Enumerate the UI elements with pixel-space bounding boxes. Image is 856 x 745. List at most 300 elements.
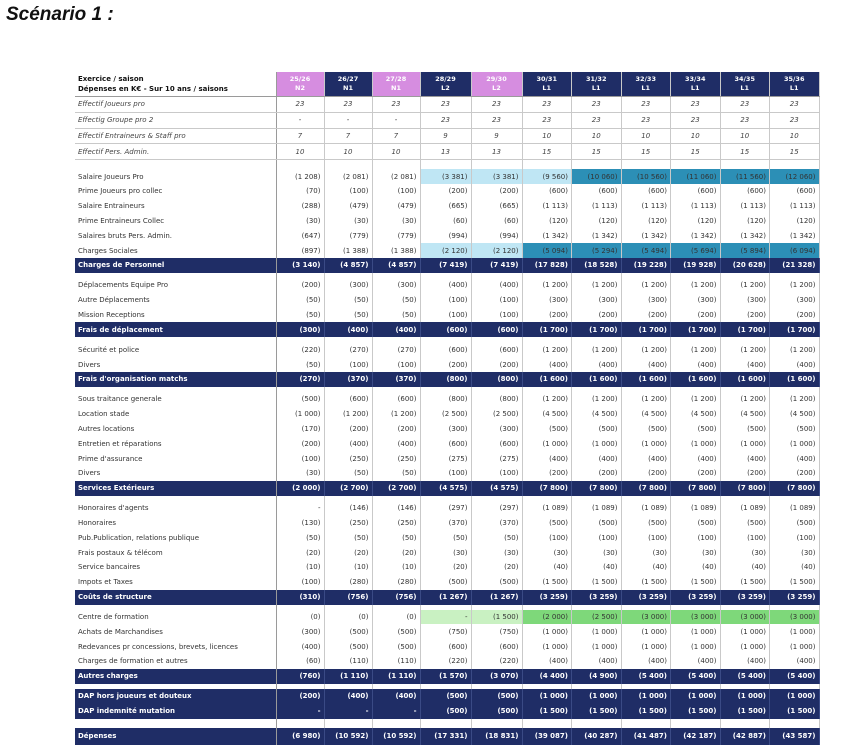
- value-cell: (200): [420, 184, 471, 199]
- value-cell: (1 000): [572, 624, 622, 639]
- value-cell: 23: [276, 97, 324, 113]
- value-cell: (30): [770, 545, 820, 560]
- value-cell: (70): [276, 184, 324, 199]
- value-cell: (300): [720, 293, 770, 308]
- value-cell: (300): [276, 624, 324, 639]
- headcount-row: [75, 97, 819, 113]
- value-cell: (1 000): [720, 624, 770, 639]
- expense-row: [75, 228, 819, 243]
- expense-row: [75, 342, 819, 357]
- value-cell: (1 600): [621, 372, 671, 387]
- value-cell: (1 000): [572, 639, 622, 654]
- value-cell: (665): [420, 199, 471, 214]
- value-cell: (5 400): [770, 669, 820, 684]
- value-cell: (750): [471, 624, 522, 639]
- expense-row: [75, 639, 819, 654]
- value-cell: (100): [372, 357, 420, 372]
- total-label: Coûts de structure: [75, 590, 276, 605]
- season-label: 31/32: [586, 75, 607, 83]
- league-level: N2: [295, 84, 305, 92]
- value-cell: (50): [372, 293, 420, 308]
- row-label: Sous traitance generale: [75, 392, 276, 407]
- value-cell: (170): [276, 422, 324, 437]
- value-cell: 23: [572, 112, 622, 128]
- value-cell: -: [420, 610, 471, 625]
- value-cell: (500): [324, 624, 372, 639]
- value-cell: (1 089): [671, 501, 721, 516]
- value-cell: (41 487): [621, 728, 671, 745]
- value-cell: (200): [522, 308, 572, 323]
- value-cell: (756): [324, 590, 372, 605]
- value-cell: (1 700): [770, 322, 820, 337]
- row-label: Divers: [75, 357, 276, 372]
- value-cell: 23: [720, 97, 770, 113]
- value-cell: (20): [372, 545, 420, 560]
- value-cell: (1 089): [572, 501, 622, 516]
- value-cell: (600): [372, 392, 420, 407]
- value-cell: (400): [471, 278, 522, 293]
- row-label: Salaires bruts Pers. Admin.: [75, 228, 276, 243]
- value-cell: (3 259): [720, 590, 770, 605]
- expense-row: [75, 308, 819, 323]
- value-cell: (1 342): [572, 228, 622, 243]
- value-cell: (370): [420, 516, 471, 531]
- value-cell: (1 342): [522, 228, 572, 243]
- value-cell: (1 110): [372, 669, 420, 684]
- expenses-table: [75, 72, 820, 745]
- value-cell: (270): [372, 342, 420, 357]
- value-cell: (600): [471, 639, 522, 654]
- value-cell: 7: [324, 128, 372, 144]
- value-cell: (10 560): [621, 169, 671, 184]
- value-cell: (40): [572, 560, 622, 575]
- total-label: Services Extérieurs: [75, 481, 276, 496]
- row-label: Salaire Entraineurs: [75, 199, 276, 214]
- value-cell: (100): [471, 293, 522, 308]
- value-cell: (280): [324, 575, 372, 590]
- spacer-cell: [720, 719, 770, 728]
- value-cell: (400): [572, 451, 622, 466]
- value-cell: (200): [770, 308, 820, 323]
- value-cell: (120): [671, 214, 721, 229]
- value-cell: (1 500): [720, 704, 770, 719]
- value-cell: (1 200): [770, 342, 820, 357]
- value-cell: (200): [770, 466, 820, 481]
- value-cell: (600): [671, 184, 721, 199]
- value-cell: (120): [572, 214, 622, 229]
- value-cell: (400): [522, 654, 572, 669]
- value-cell: (1 200): [572, 342, 622, 357]
- value-cell: (100): [621, 530, 671, 545]
- value-cell: (12 060): [770, 169, 820, 184]
- value-cell: (1 000): [621, 624, 671, 639]
- value-cell: (1 113): [572, 199, 622, 214]
- value-cell: -: [372, 112, 420, 128]
- value-cell: (200): [276, 278, 324, 293]
- value-cell: (1 700): [572, 322, 622, 337]
- headcount-row: [75, 112, 819, 128]
- value-cell: (7 800): [671, 481, 721, 496]
- value-cell: (600): [720, 184, 770, 199]
- season-column-header: [420, 72, 471, 97]
- value-cell: (1 000): [621, 639, 671, 654]
- value-cell: (1 113): [720, 199, 770, 214]
- expense-row: [75, 422, 819, 437]
- value-cell: (647): [276, 228, 324, 243]
- value-cell: (400): [720, 357, 770, 372]
- value-cell: 10: [522, 128, 572, 144]
- value-cell: (30): [522, 545, 572, 560]
- value-cell: (7 800): [621, 481, 671, 496]
- value-cell: (400): [770, 357, 820, 372]
- value-cell: (100): [770, 530, 820, 545]
- value-cell: (400): [372, 436, 420, 451]
- value-cell: (200): [572, 308, 622, 323]
- value-cell: (1 200): [720, 342, 770, 357]
- value-cell: (100): [372, 184, 420, 199]
- value-cell: (10 592): [324, 728, 372, 745]
- value-cell: (19 928): [671, 258, 721, 273]
- spacer-cell: [276, 719, 324, 728]
- value-cell: (40): [522, 560, 572, 575]
- value-cell: (1 000): [671, 639, 721, 654]
- value-cell: (1 089): [621, 501, 671, 516]
- spacer-cell: [324, 160, 372, 170]
- value-cell: (779): [324, 228, 372, 243]
- value-cell: (250): [372, 516, 420, 531]
- section-total-row: [75, 322, 819, 337]
- value-cell: (600): [471, 322, 522, 337]
- value-cell: (1 208): [276, 169, 324, 184]
- value-cell: (0): [324, 610, 372, 625]
- season-label: 25/26: [289, 75, 311, 83]
- value-cell: (1 600): [720, 372, 770, 387]
- expense-row: [75, 451, 819, 466]
- value-cell: (4 857): [372, 258, 420, 273]
- value-cell: (1 342): [621, 228, 671, 243]
- row-label: Honoraires: [75, 516, 276, 531]
- value-cell: (1 200): [720, 278, 770, 293]
- season-column-header: [621, 72, 671, 97]
- value-cell: (1 342): [770, 228, 820, 243]
- value-cell: (275): [420, 451, 471, 466]
- value-cell: (1 000): [522, 624, 572, 639]
- value-cell: (500): [671, 422, 721, 437]
- value-cell: (6 980): [276, 728, 324, 745]
- value-cell: (1 200): [720, 392, 770, 407]
- value-cell: (40): [621, 560, 671, 575]
- value-cell: 10: [572, 128, 622, 144]
- value-cell: (600): [770, 184, 820, 199]
- spacer-cell: [671, 160, 721, 170]
- value-cell: (500): [276, 392, 324, 407]
- value-cell: (3 259): [770, 590, 820, 605]
- season-column-header: [770, 72, 820, 97]
- value-cell: 13: [420, 144, 471, 160]
- spacer-cell: [572, 160, 622, 170]
- value-cell: (300): [471, 422, 522, 437]
- spacer-cell: [522, 160, 572, 170]
- value-cell: (120): [770, 214, 820, 229]
- value-cell: (600): [420, 322, 471, 337]
- value-cell: (100): [276, 451, 324, 466]
- expense-row: [75, 214, 819, 229]
- value-cell: (1 500): [572, 575, 622, 590]
- value-cell: (600): [420, 436, 471, 451]
- value-cell: (600): [522, 184, 572, 199]
- spacer-cell: [471, 719, 522, 728]
- value-cell: 10: [671, 128, 721, 144]
- value-cell: 23: [770, 112, 820, 128]
- value-cell: (100): [324, 184, 372, 199]
- row-label: Entretien et réparations: [75, 436, 276, 451]
- value-cell: 23: [471, 112, 522, 128]
- value-cell: (40): [671, 560, 721, 575]
- row-label: Prime Joueurs pro collec: [75, 184, 276, 199]
- value-cell: (1 500): [720, 575, 770, 590]
- value-cell: (40): [770, 560, 820, 575]
- value-cell: (1 342): [720, 228, 770, 243]
- value-cell: (1 000): [621, 689, 671, 704]
- expense-row: [75, 516, 819, 531]
- value-cell: (50): [324, 293, 372, 308]
- value-cell: (5 694): [671, 243, 721, 258]
- value-cell: (500): [770, 422, 820, 437]
- value-cell: 9: [420, 128, 471, 144]
- value-cell: (3 381): [471, 169, 522, 184]
- value-cell: (300): [770, 293, 820, 308]
- value-cell: (3 000): [671, 610, 721, 625]
- value-cell: (18 831): [471, 728, 522, 745]
- value-cell: (42 187): [671, 728, 721, 745]
- value-cell: 9: [471, 128, 522, 144]
- value-cell: (30): [324, 214, 372, 229]
- value-cell: (50): [372, 308, 420, 323]
- value-cell: (1 000): [671, 436, 721, 451]
- value-cell: (1 200): [572, 392, 622, 407]
- season-label: 34/35: [734, 75, 755, 83]
- value-cell: (146): [372, 501, 420, 516]
- value-cell: (2 700): [324, 481, 372, 496]
- row-label: Service bancaires: [75, 560, 276, 575]
- value-cell: (3 259): [572, 590, 622, 605]
- value-cell: (7 800): [720, 481, 770, 496]
- season-label: 33/34: [685, 75, 706, 83]
- value-cell: (500): [372, 624, 420, 639]
- spacer-cell: [420, 719, 471, 728]
- value-cell: 15: [720, 144, 770, 160]
- value-cell: (1 000): [671, 689, 721, 704]
- league-level: L2: [492, 84, 501, 92]
- total-label: Dépenses: [75, 728, 276, 745]
- row-label: Autres locations: [75, 422, 276, 437]
- value-cell: (60): [471, 214, 522, 229]
- total-label: DAP hors joueurs et douteux: [75, 689, 276, 704]
- value-cell: (220): [276, 342, 324, 357]
- value-cell: (10): [372, 560, 420, 575]
- value-cell: (21 328): [770, 258, 820, 273]
- value-cell: (1 500): [522, 704, 572, 719]
- value-cell: (3 259): [522, 590, 572, 605]
- value-cell: (994): [420, 228, 471, 243]
- spacer-cell: [522, 719, 572, 728]
- value-cell: (1 267): [420, 590, 471, 605]
- value-cell: 23: [522, 97, 572, 113]
- value-cell: (50): [324, 530, 372, 545]
- value-cell: (4 500): [770, 407, 820, 422]
- value-cell: (220): [471, 654, 522, 669]
- scenario-title: Scénario 1 :: [6, 4, 114, 25]
- value-cell: (100): [420, 466, 471, 481]
- row-label: Effectif Joueurs pro: [75, 97, 276, 113]
- value-cell: (800): [420, 392, 471, 407]
- value-cell: (1 600): [770, 372, 820, 387]
- value-cell: -: [372, 704, 420, 719]
- value-cell: (1 200): [671, 392, 721, 407]
- value-cell: (1 200): [621, 342, 671, 357]
- section-total-row: [75, 481, 819, 496]
- value-cell: (1 700): [671, 322, 721, 337]
- value-cell: -: [276, 704, 324, 719]
- expense-row: [75, 407, 819, 422]
- value-cell: (4 500): [621, 407, 671, 422]
- season-column-header: [372, 72, 420, 97]
- value-cell: (2 120): [420, 243, 471, 258]
- value-cell: (50): [276, 357, 324, 372]
- value-cell: (500): [621, 516, 671, 531]
- league-level: L2: [441, 84, 450, 92]
- value-cell: (4 857): [324, 258, 372, 273]
- league-level: L1: [542, 84, 552, 92]
- expense-row: [75, 243, 819, 258]
- value-cell: (897): [276, 243, 324, 258]
- value-cell: (5 094): [522, 243, 572, 258]
- dap-row: [75, 704, 819, 719]
- season-column-header: [276, 72, 324, 97]
- expense-row: [75, 624, 819, 639]
- value-cell: (7 800): [770, 481, 820, 496]
- value-cell: (400): [720, 654, 770, 669]
- value-cell: (100): [522, 530, 572, 545]
- value-cell: (760): [276, 669, 324, 684]
- value-cell: (400): [671, 451, 721, 466]
- value-cell: (1 388): [372, 243, 420, 258]
- value-cell: (10 060): [572, 169, 622, 184]
- value-cell: (500): [420, 704, 471, 719]
- expense-row: [75, 293, 819, 308]
- value-cell: 7: [372, 128, 420, 144]
- row-label: Prime Entraineurs Collec: [75, 214, 276, 229]
- value-cell: 23: [671, 112, 721, 128]
- value-cell: (6 094): [770, 243, 820, 258]
- value-cell: (10): [324, 560, 372, 575]
- value-cell: 23: [720, 112, 770, 128]
- value-cell: (1 500): [770, 575, 820, 590]
- value-cell: (60): [420, 214, 471, 229]
- value-cell: (400): [770, 654, 820, 669]
- value-cell: (310): [276, 590, 324, 605]
- value-cell: (500): [471, 704, 522, 719]
- value-cell: (400): [522, 451, 572, 466]
- value-cell: (2 000): [522, 610, 572, 625]
- section-total-row: [75, 669, 819, 684]
- value-cell: (500): [720, 422, 770, 437]
- value-cell: (50): [276, 293, 324, 308]
- value-cell: (994): [471, 228, 522, 243]
- value-cell: (220): [420, 654, 471, 669]
- value-cell: (17 828): [522, 258, 572, 273]
- value-cell: (370): [324, 372, 372, 387]
- spacer-cell: [621, 719, 671, 728]
- value-cell: (1 500): [621, 575, 671, 590]
- value-cell: 23: [621, 97, 671, 113]
- value-cell: (20): [324, 545, 372, 560]
- value-cell: (4 575): [420, 481, 471, 496]
- value-cell: (400): [770, 451, 820, 466]
- value-cell: (300): [671, 293, 721, 308]
- value-cell: (1 500): [572, 704, 622, 719]
- value-cell: (400): [372, 322, 420, 337]
- value-cell: (300): [522, 293, 572, 308]
- value-cell: (50): [471, 530, 522, 545]
- value-cell: (665): [471, 199, 522, 214]
- value-cell: -: [324, 704, 372, 719]
- row-label: Effectig Groupe pro 2: [75, 112, 276, 128]
- value-cell: (500): [671, 516, 721, 531]
- value-cell: (1 500): [671, 575, 721, 590]
- value-cell: 23: [471, 97, 522, 113]
- value-cell: 10: [372, 144, 420, 160]
- headcount-row: [75, 144, 819, 160]
- value-cell: (280): [372, 575, 420, 590]
- value-cell: (200): [276, 436, 324, 451]
- row-label: Redevances pr concessions, brevets, licences: [75, 639, 276, 654]
- expense-row: [75, 436, 819, 451]
- value-cell: (1 089): [522, 501, 572, 516]
- spacer-cell: [372, 719, 420, 728]
- value-cell: (600): [420, 342, 471, 357]
- value-cell: (40 287): [572, 728, 622, 745]
- value-cell: (0): [372, 610, 420, 625]
- value-cell: (500): [420, 689, 471, 704]
- value-cell: (9 560): [522, 169, 572, 184]
- expense-row: [75, 560, 819, 575]
- value-cell: (1 113): [671, 199, 721, 214]
- value-cell: (50): [276, 530, 324, 545]
- value-cell: (146): [324, 501, 372, 516]
- league-level: N1: [343, 84, 353, 92]
- expense-row: [75, 654, 819, 669]
- headcount-row: [75, 128, 819, 144]
- expense-row: [75, 169, 819, 184]
- value-cell: (400): [276, 639, 324, 654]
- value-cell: (20 628): [720, 258, 770, 273]
- value-cell: (30): [420, 545, 471, 560]
- value-cell: (500): [522, 516, 572, 531]
- value-cell: (2 081): [372, 169, 420, 184]
- value-cell: 23: [770, 97, 820, 113]
- value-cell: (10): [276, 560, 324, 575]
- value-cell: (1 700): [522, 322, 572, 337]
- value-cell: (4 500): [720, 407, 770, 422]
- value-cell: (130): [276, 516, 324, 531]
- value-cell: (200): [720, 308, 770, 323]
- expense-row: [75, 575, 819, 590]
- value-cell: 23: [324, 97, 372, 113]
- value-cell: (200): [324, 422, 372, 437]
- value-cell: (4 575): [471, 481, 522, 496]
- value-cell: (20): [276, 545, 324, 560]
